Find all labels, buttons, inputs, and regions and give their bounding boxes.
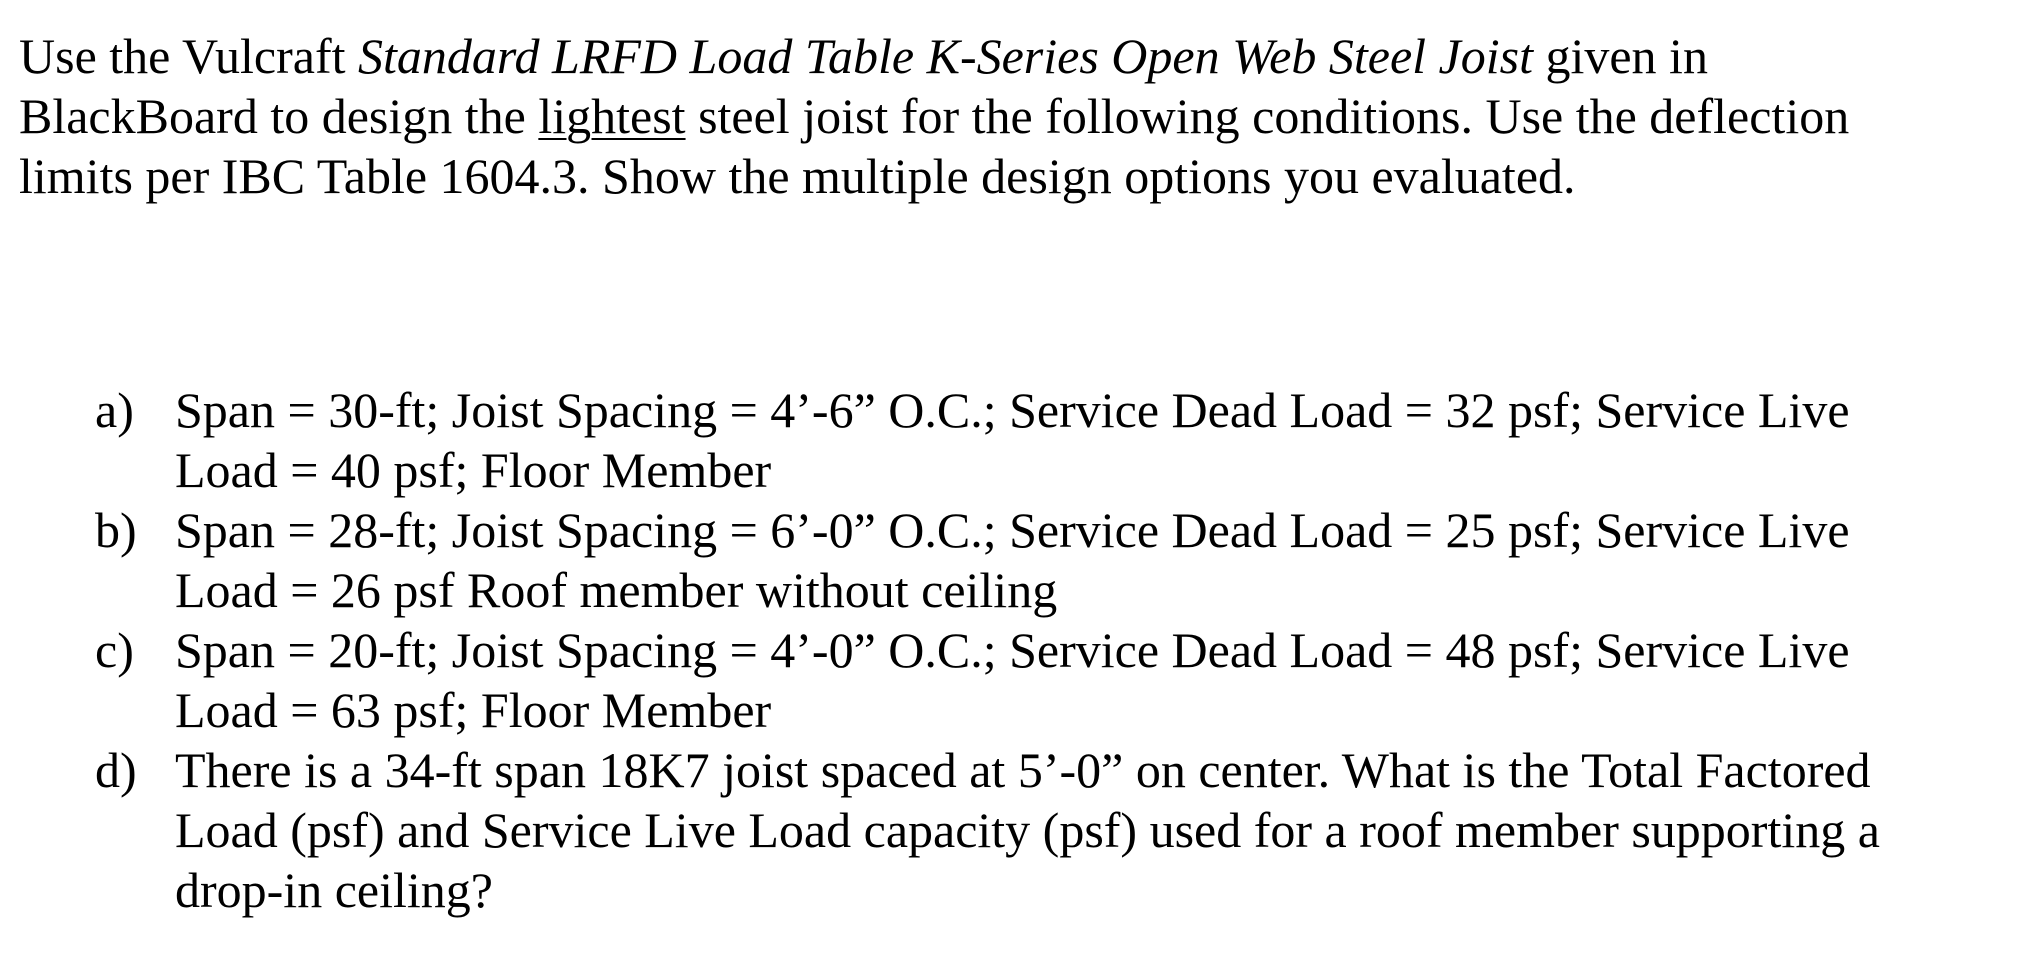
intro-line-1 bbox=[19, 26, 1999, 86]
item-line: Span = 28-ft; Joist Spacing = 6’-0” O.C.; Service Dead Load = 25 psf; Service Live bbox=[175, 502, 1850, 558]
intro-line-2-post: steel joist for the following conditions. Use the deflection bbox=[685, 88, 1850, 144]
item-line: There is a 34-ft span 18K7 joist spaced at 5’-0” on center. What is the Total Factored bbox=[175, 742, 1871, 798]
item-line: Span = 20-ft; Joist Spacing = 4’-0” O.C.; Service Dead Load = 48 psf; Service Live bbox=[175, 622, 1850, 678]
intro-line-2 bbox=[19, 86, 1999, 146]
item-line: drop-in ceiling? bbox=[175, 862, 493, 918]
load-table-title: Standard LRFD Load Table K-Series Open Web Steel Joist bbox=[358, 28, 1533, 84]
item-line: Load (psf) and Service Live Load capacity (psf) used for a roof member supporting a bbox=[175, 802, 1880, 858]
item-letter: d) bbox=[95, 742, 137, 798]
item-text bbox=[175, 380, 1995, 500]
item-text bbox=[175, 500, 1995, 620]
item-line: Load = 40 psf; Floor Member bbox=[175, 442, 772, 498]
item-line: Load = 63 psf; Floor Member bbox=[175, 682, 772, 738]
item-letter: a) bbox=[95, 382, 134, 438]
item-text bbox=[175, 740, 1995, 920]
item-letter: c) bbox=[95, 622, 134, 678]
lightest-emphasis: lightest bbox=[538, 88, 686, 144]
intro-paragraph bbox=[19, 26, 1999, 206]
intro-line-2-pre: BlackBoard to design the bbox=[19, 88, 539, 144]
intro-line-3: limits per IBC Table 1604.3. Show the multiple design options you evaluated. bbox=[19, 148, 1576, 204]
list-item-b bbox=[95, 500, 1995, 620]
list-item-a bbox=[95, 380, 1995, 500]
design-conditions-list bbox=[95, 380, 1995, 920]
item-line: Load = 26 psf Roof member without ceiling bbox=[175, 562, 1058, 618]
intro-line-1-pre: Use the Vulcraft bbox=[19, 28, 359, 84]
item-letter: b) bbox=[95, 502, 137, 558]
list-item-c bbox=[95, 620, 1995, 740]
item-text bbox=[175, 620, 1995, 740]
list-item-d bbox=[95, 740, 1995, 920]
item-line: Span = 30-ft; Joist Spacing = 4’-6” O.C.; Service Dead Load = 32 psf; Service Live bbox=[175, 382, 1850, 438]
intro-line-1-post: given in bbox=[1532, 28, 1708, 84]
